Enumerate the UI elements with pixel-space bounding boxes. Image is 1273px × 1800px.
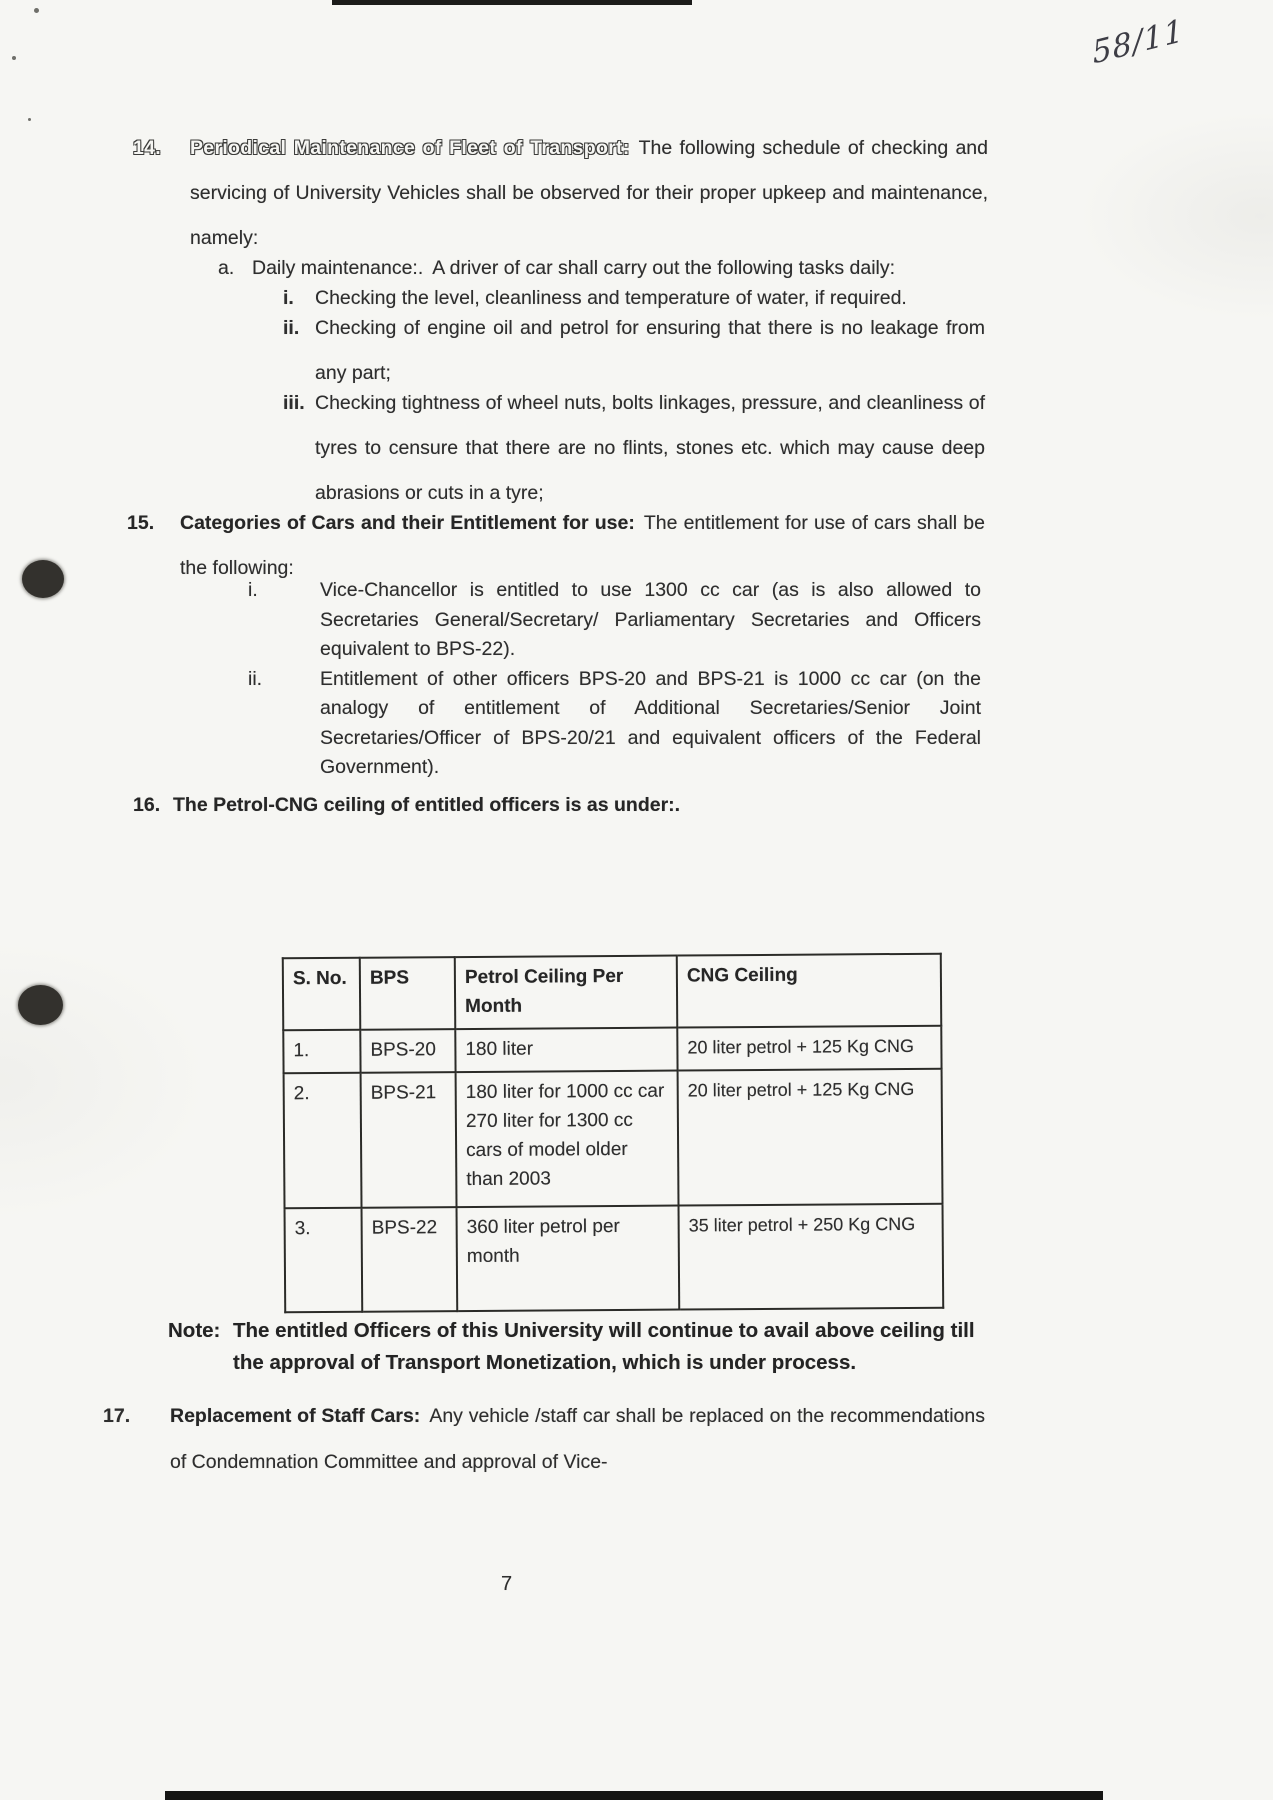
header-cng-ceiling: CNG Ceiling <box>677 953 941 1027</box>
section-14-paragraph <box>190 126 988 261</box>
list-item-14-iii <box>283 381 985 516</box>
note-block <box>168 1315 1273 1379</box>
table-row <box>284 1068 943 1208</box>
section-15-number: 15. <box>127 512 155 534</box>
handwritten-mark: 58/11 <box>1090 12 1186 72</box>
header-sno: S. No. <box>283 957 361 1030</box>
header-petrol-ceiling: Petrol Ceiling Per Month <box>455 955 677 1029</box>
cell-petrol: 180 liter <box>455 1027 677 1072</box>
note-label: Note: <box>168 1318 221 1342</box>
section-16-number: 16. <box>133 793 161 816</box>
section-17 <box>103 1393 985 1485</box>
roman-label: iii. <box>283 392 305 414</box>
cell-bps: BPS-20 <box>360 1029 455 1073</box>
table-row <box>283 1025 941 1073</box>
section-14 <box>133 126 988 261</box>
header-bps: BPS <box>360 957 456 1030</box>
section-14-number: 14. <box>133 137 162 159</box>
cell-petrol: 360 liter petrol per month <box>457 1205 680 1311</box>
section-16 <box>133 783 1073 828</box>
cell-sno: 1. <box>283 1029 360 1073</box>
section-17-heading: Replacement of Staff Cars: <box>170 1404 421 1427</box>
cell-sno: 3. <box>285 1207 363 1312</box>
scan-artifact-bottom-bar <box>165 1791 1103 1800</box>
cell-petrol: 180 liter for 1000 cc car 270 liter for 1300 cc cars of model older than 2003 <box>456 1070 679 1207</box>
list-item-text: Checking tightness of wheel nuts, bolts linkages, pressure, and cleanliness of tyres to censure that there are no flints, stones etc. which may cause deep abrasions or cuts in a tyre; <box>315 392 985 504</box>
table-header-row <box>283 953 941 1030</box>
roman-label: i. <box>248 579 258 601</box>
roman-label: i. <box>283 287 294 309</box>
sub-a-body-text: A driver of car shall carry out the following tasks daily: <box>432 257 896 279</box>
list-item-text: Checking the level, cleanliness and temperature of water, if required. <box>315 287 907 309</box>
section-14-heading: Periodical Maintenance of Fleet of Transport: <box>190 137 630 159</box>
section-16-heading: The Petrol-CNG ceiling of entitled officers is as under:. <box>173 793 681 816</box>
cell-cng: 20 liter petrol + 125 Kg CNG <box>678 1068 943 1205</box>
list-item-15-i <box>248 576 981 665</box>
note-text: The entitled Officers of this University will continue to avail above ceiling till the approval of Transport Monetization, which is under process. <box>233 1318 975 1374</box>
table-row <box>285 1203 944 1312</box>
list-item-text: Entitlement of other officers BPS-20 and BPS-21 is 1000 cc car (on the analogy of entitlement of Additional Secretaries/Senior Joint Secretaries/Officer of BPS-20/21 and equivalent officers of the Federal Government). <box>320 667 981 778</box>
section-15-heading: Categories of Cars and their Entitlement for use: <box>180 512 635 534</box>
cell-cng: 35 liter petrol + 250 Kg CNG <box>679 1203 944 1309</box>
sub-a-label: a. <box>218 257 235 279</box>
page-number: 7 <box>500 1572 513 1595</box>
cell-cng: 20 liter petrol + 125 Kg CNG <box>677 1025 941 1070</box>
list-item-text: Vice-Chancellor is entitled to use 1300 cc car (as is also allowed to Secretaries General/Secretary/ Parliamentary Secretaries and Officers equivalent to BPS-22). <box>320 579 981 660</box>
section-17-body-text: Any vehicle /staff car shall be replaced on the recommendations of Condemnation Committee and approval of Vice- <box>170 1404 985 1473</box>
section-15-body-text: The entitlement for use of cars shall be the following: <box>180 512 985 579</box>
sub-a-heading: Daily maintenance:. <box>252 257 424 279</box>
cell-bps: BPS-21 <box>361 1072 457 1208</box>
roman-label: ii. <box>283 317 300 339</box>
list-item-text: Checking of engine oil and petrol for ensuring that there is no leakage from any part; <box>315 317 985 384</box>
section-17-paragraph <box>170 1393 985 1485</box>
section-14-body-text: The following schedule of checking and servicing of University Vehicles shall be observed for their proper upkeep and maintenance, namely: <box>190 137 989 249</box>
list-item-15-ii <box>248 665 981 783</box>
cell-sno: 2. <box>284 1072 362 1208</box>
section-17-number: 17. <box>103 1404 131 1427</box>
petrol-cng-ceiling-table <box>282 952 944 1313</box>
cell-bps: BPS-22 <box>362 1207 458 1312</box>
roman-label: ii. <box>248 667 263 690</box>
